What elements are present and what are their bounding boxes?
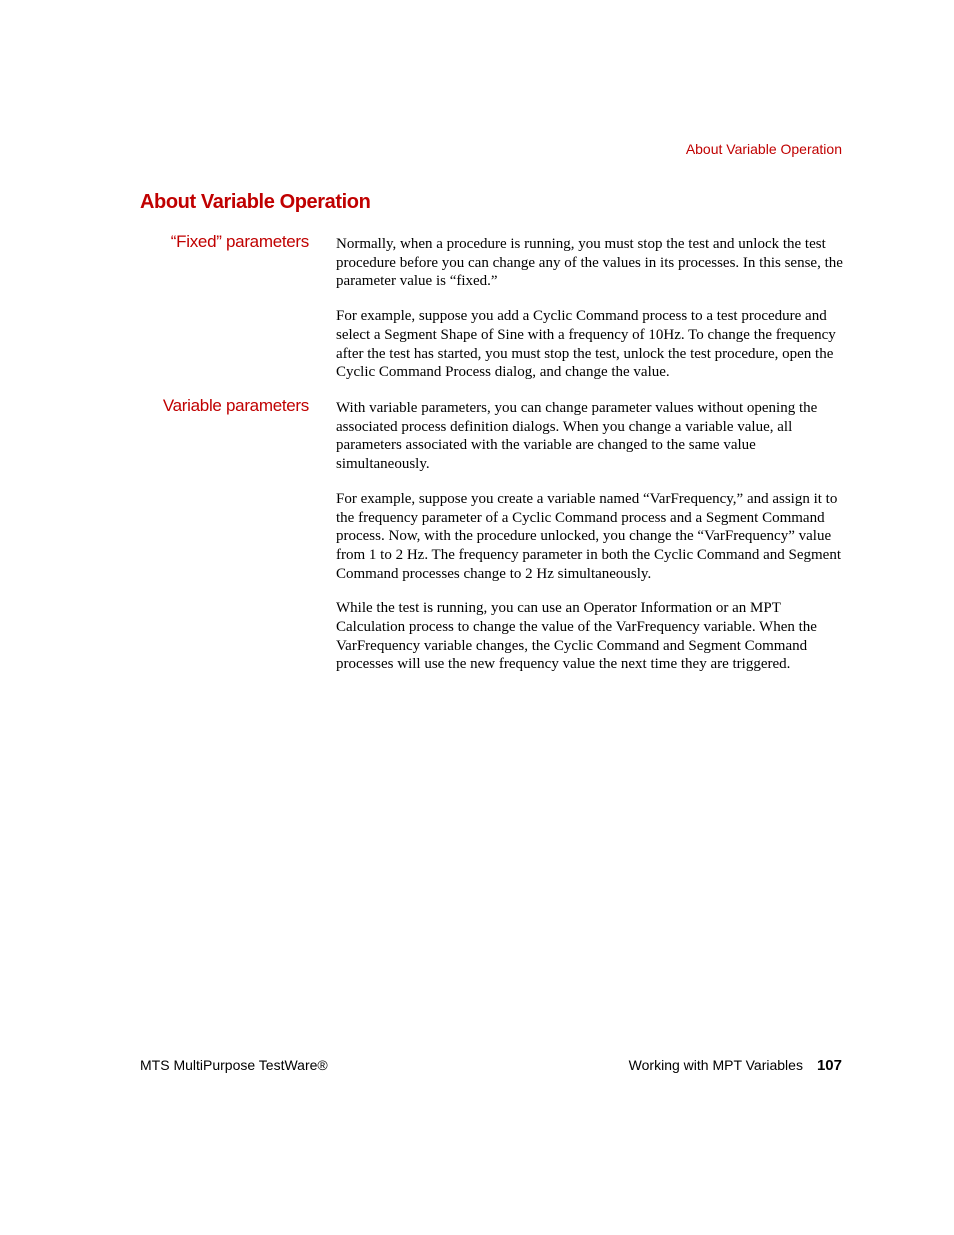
paragraph: For example, suppose you add a Cyclic Command process to a test procedure and select a Segment Shape of Sine with a frequency of 10Hz. To change the frequency after the test has started, you must stop the test, unlock the test procedure, open the Cyclic Command Process dialog, and change the value.	[336, 308, 836, 381]
paragraph: While the test is running, you can use an Operator Information or an MPT Calculation process to change the value of the VarFrequency variable. When the VarFrequency variable changes, the Cyclic Command and Segment Command processes will use the new frequency value the next time they are triggered.	[336, 600, 817, 673]
fixed-parameters-body	[336, 235, 844, 398]
variable-parameters-body	[336, 399, 844, 690]
footer-right	[629, 1057, 842, 1074]
side-head-fixed-parameters: “Fixed” parameters	[170, 232, 309, 251]
footer-product-name: MTS MultiPurpose TestWare®	[140, 1057, 328, 1073]
paragraph: Normally, when a procedure is running, you must stop the test and unlock the test procedure before you can change any of the values in its processes. In this sense, the parameter value is “fixed.”	[336, 236, 843, 290]
section-title: About Variable Operation	[140, 191, 371, 213]
side-head-variable-parameters: Variable parameters	[162, 396, 309, 415]
paragraph: For example, suppose you create a variable named “VarFrequency,” and assign it to the frequency parameter of a Cyclic Command process and a Segment Command process. Now, with the procedure unlocked, you change the “VarFrequency” value from 1 to 2 Hz. The frequency parameter in both the Cyclic Command and Segment Command processes change to 2 Hz simultaneously.	[336, 490, 841, 582]
footer-chapter-title: Working with MPT Variables	[628, 1057, 803, 1073]
paragraph: With variable parameters, you can change parameter values without opening the associated process definition dialogs. When you change a variable value, all parameters associated with the variable are changed to the same value simultaneously.	[336, 400, 818, 473]
running-header: About Variable Operation	[685, 141, 842, 157]
page-number: 107	[816, 1057, 842, 1074]
